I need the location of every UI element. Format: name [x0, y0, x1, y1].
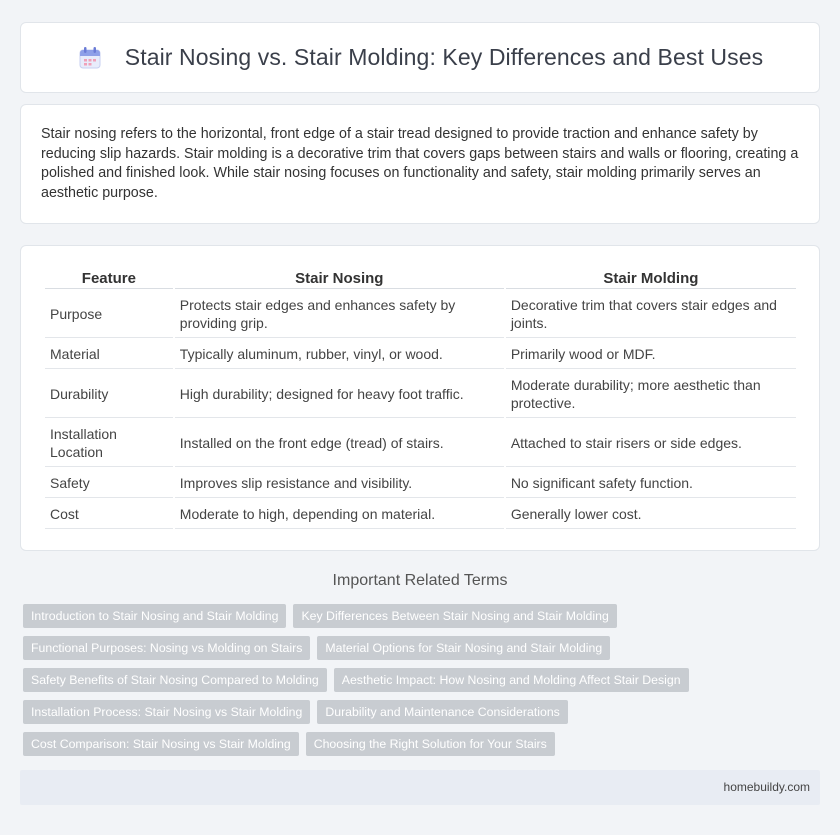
related-term-tag[interactable]: Cost Comparison: Stair Nosing vs Stair Molding [23, 732, 299, 756]
footer [20, 770, 820, 805]
tag-row [23, 732, 823, 756]
nosing-cell: Typically aluminum, rubber, vinyl, or wood. [175, 339, 504, 369]
related-term-tag[interactable]: Durability and Maintenance Considerations [317, 700, 567, 724]
feature-cell: Material [45, 339, 173, 369]
related-terms-list [23, 604, 823, 764]
table-row [45, 499, 796, 529]
feature-cell: Installation Location [45, 419, 173, 467]
table-row [45, 419, 796, 467]
related-term-tag[interactable]: Introduction to Stair Nosing and Stair Molding [23, 604, 286, 628]
related-term-tag[interactable]: Installation Process: Stair Nosing vs Stair Molding [23, 700, 310, 724]
related-term-tag[interactable]: Aesthetic Impact: How Nosing and Molding Affect Stair Design [334, 668, 689, 692]
tag-row [23, 700, 823, 724]
feature-cell: Cost [45, 499, 173, 529]
related-term-tag[interactable]: Functional Purposes: Nosing vs Molding on Stairs [23, 636, 310, 660]
site-name[interactable]: homebuildy.com [723, 780, 810, 794]
related-term-tag[interactable]: Key Differences Between Stair Nosing and Stair Molding [293, 604, 616, 628]
nosing-cell: High durability; designed for heavy foot traffic. [175, 370, 504, 418]
feature-cell: Safety [45, 468, 173, 498]
molding-cell: No significant safety function. [506, 468, 796, 498]
table-row [45, 370, 796, 418]
header-card [20, 22, 820, 93]
table-header-row [45, 265, 796, 289]
molding-cell: Attached to stair risers or side edges. [506, 419, 796, 467]
header-stair-molding: Stair Molding [506, 265, 796, 289]
feature-cell: Purpose [45, 290, 173, 338]
title-wrap [77, 44, 763, 71]
intro-card [20, 104, 820, 224]
comparison-table [43, 264, 798, 530]
nosing-cell: Moderate to high, depending on material. [175, 499, 504, 529]
related-terms-title: Important Related Terms [332, 572, 508, 589]
related-term-tag[interactable]: Material Options for Stair Nosing and Stair Molding [317, 636, 610, 660]
molding-cell: Generally lower cost. [506, 499, 796, 529]
molding-cell: Moderate durability; more aesthetic than protective. [506, 370, 796, 418]
intro-paragraph: Stair nosing refers to the horizontal, front edge of a stair tread designed to provide traction and enhance safety by reducing slip hazards. Stair molding is a decorative trim that covers gaps between stairs and walls or flooring, creating a polished and finished look. While stair nosing focuses on functionality and safety, stair molding primarily serves an aesthetic purpose. [41, 126, 799, 201]
tag-row [23, 636, 823, 660]
feature-cell: Durability [45, 370, 173, 418]
related-term-tag[interactable]: Safety Benefits of Stair Nosing Compared to Molding [23, 668, 327, 692]
header-feature: Feature [45, 265, 173, 289]
nosing-cell: Installed on the front edge (tread) of stairs. [175, 419, 504, 467]
molding-cell: Decorative trim that covers stair edges and joints. [506, 290, 796, 338]
comparison-table-card [20, 245, 820, 551]
tag-row [23, 668, 823, 692]
related-term-tag[interactable]: Choosing the Right Solution for Your Stairs [306, 732, 555, 756]
page-title: Stair Nosing vs. Stair Molding: Key Differences and Best Uses [124, 44, 764, 70]
nosing-cell: Protects stair edges and enhances safety by providing grip. [175, 290, 504, 338]
table-row [45, 290, 796, 338]
table-row [45, 339, 796, 369]
calendar-icon [77, 45, 103, 71]
molding-cell: Primarily wood or MDF. [506, 339, 796, 369]
table-row [45, 468, 796, 498]
header-stair-nosing: Stair Nosing [175, 265, 504, 289]
nosing-cell: Improves slip resistance and visibility. [175, 468, 504, 498]
tag-row [23, 604, 823, 628]
